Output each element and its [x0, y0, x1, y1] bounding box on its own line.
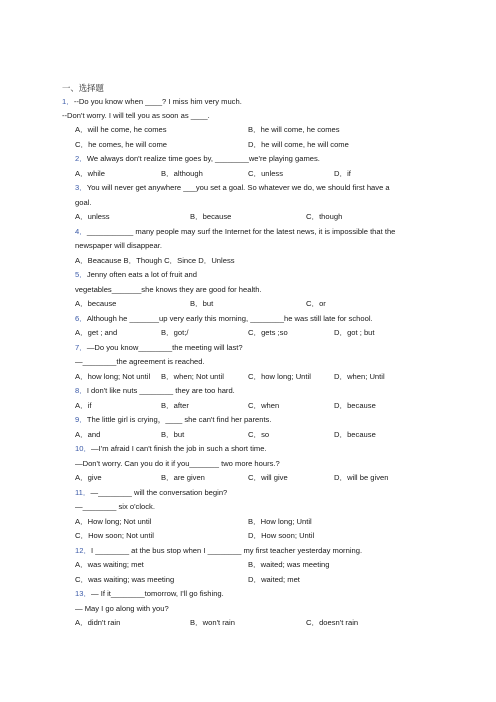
option-d: D．if [334, 169, 351, 178]
option-b: B．won't rain [190, 618, 235, 627]
question-6 [75, 315, 373, 323]
option-a: A．how long; Not until [75, 372, 151, 381]
option-d: D．when; Until [334, 372, 385, 381]
option-d: D．How soon; Until [248, 531, 315, 540]
question-text: — If it________tomorrow, I'll go fishing. [91, 589, 224, 598]
option-c: C．so [248, 430, 270, 439]
option-b: B．because [190, 212, 232, 221]
question-7-line2: —________the agreement is reached. [75, 357, 205, 366]
option-a: A．if [75, 401, 92, 410]
option-c: C．doesn't rain [306, 618, 359, 627]
question-4-line2: newspaper will disappear. [75, 241, 162, 250]
question-text: We always don't realize time goes by, ________we're playing games. [86, 154, 320, 163]
question-number: 10． [75, 444, 92, 453]
question-text: —I'm afraid I can't finish the job in such a short time. [91, 444, 267, 453]
question-7 [75, 344, 243, 352]
question-3 [75, 184, 390, 192]
question-1 [62, 98, 242, 106]
option-a: A．give [75, 473, 102, 482]
question-11-line2: —________ six o'clock. [75, 502, 155, 511]
question-number: 9． [75, 415, 87, 424]
question-number: 8． [75, 386, 87, 395]
question-text: —________ will the conversation begin? [90, 488, 228, 497]
question-number: 4． [75, 227, 87, 236]
question-12 [75, 547, 362, 555]
question-number: 11． [75, 488, 91, 497]
option-a: A．How long; Not until [75, 517, 152, 526]
question-10-line2: —Don't worry. Can you do it if you_______ two more hours.? [75, 459, 280, 468]
question-text: Although he _______up very early this morning, ________he was still late for school. [86, 314, 373, 323]
option-a: A．will he come, he comes [75, 125, 167, 134]
question-text: The little girl is crying，____ she can't find her parents. [86, 415, 272, 424]
question-number: 6． [75, 314, 87, 323]
question-3-line2: goal. [75, 198, 92, 207]
question-8 [75, 387, 235, 395]
option-b: B．when; Not until [161, 372, 224, 381]
question-text: I don't like nuts ________ they are too hard. [86, 386, 235, 395]
option-d: D．because [334, 401, 376, 410]
option-c: C．how long; Until [248, 372, 311, 381]
question-text: —Do you know________the meeting will last? [86, 343, 243, 352]
question-number: 12． [75, 546, 92, 555]
question-1-line2: --Don't worry. I will tell you as soon as ____. [62, 111, 210, 120]
option-a: A．was waiting; met [75, 560, 144, 569]
option-b: B．are given [161, 473, 205, 482]
section-title: 一、选择题 [62, 83, 104, 93]
question-10 [75, 445, 267, 453]
option-a: A．and [75, 430, 101, 439]
option-d: D．because [334, 430, 376, 439]
option-b: B．waited; was meeting [248, 560, 330, 569]
question-number: 3． [75, 183, 87, 192]
question-number: 5． [75, 270, 87, 279]
option-d: D．he will come, he will come [248, 140, 349, 149]
question-number: 2． [75, 154, 87, 163]
option-b: B．but [161, 430, 185, 439]
question-5-line2: vegetables_______she knows they are good for health. [75, 285, 262, 294]
option-b: B．although [161, 169, 203, 178]
question-number: 1． [62, 97, 74, 106]
option-b: B．but [190, 299, 214, 308]
question-text: I ________ at the bus stop when I ________ my first teacher yesterday morning. [91, 546, 363, 555]
options-row: A．Beacause B．Though C．Since D．Unless [75, 256, 235, 265]
option-c: C．was waiting; was meeting [75, 575, 175, 584]
option-c: C．or [306, 299, 326, 308]
question-13 [75, 590, 224, 598]
option-a: A．because [75, 299, 117, 308]
option-a: A．get ; and [75, 328, 118, 337]
option-a: A．while [75, 169, 105, 178]
question-5 [75, 271, 197, 279]
option-c: C．gets ;so [248, 328, 288, 337]
question-text: ___________ many people may surf the Internet for the latest news, it is impossible that the [86, 227, 396, 236]
option-d: D．got ; but [334, 328, 375, 337]
option-a: A．unless [75, 212, 110, 221]
option-b: B．got;/ [161, 328, 189, 337]
question-9 [75, 416, 271, 424]
question-text: You will never get anywhere ___you set a goal. So whatever we do, we should first have a [86, 183, 390, 192]
option-b: B．he will come, he comes [248, 125, 340, 134]
option-c: C．unless [248, 169, 284, 178]
question-2 [75, 155, 320, 163]
question-13-line2: — May I go along with you? [75, 604, 169, 613]
option-d: D．waited; met [248, 575, 300, 584]
option-c: C．How soon; Not until [75, 531, 154, 540]
option-c: C．though [306, 212, 343, 221]
question-number: 13． [75, 589, 92, 598]
question-number: 7． [75, 343, 87, 352]
option-c: C．he comes, he will come [75, 140, 167, 149]
option-c: C．when [248, 401, 280, 410]
option-b: B．after [161, 401, 189, 410]
option-a: A．didn't rain [75, 618, 121, 627]
question-11 [75, 489, 227, 497]
option-c: C．will give [248, 473, 288, 482]
option-d: D．will be given [334, 473, 389, 482]
question-4 [75, 228, 395, 236]
question-text: --Do you know when ____? I miss him very much. [73, 97, 242, 106]
option-b: B．How long; Until [248, 517, 312, 526]
question-text: Jenny often eats a lot of fruit and [86, 270, 198, 279]
